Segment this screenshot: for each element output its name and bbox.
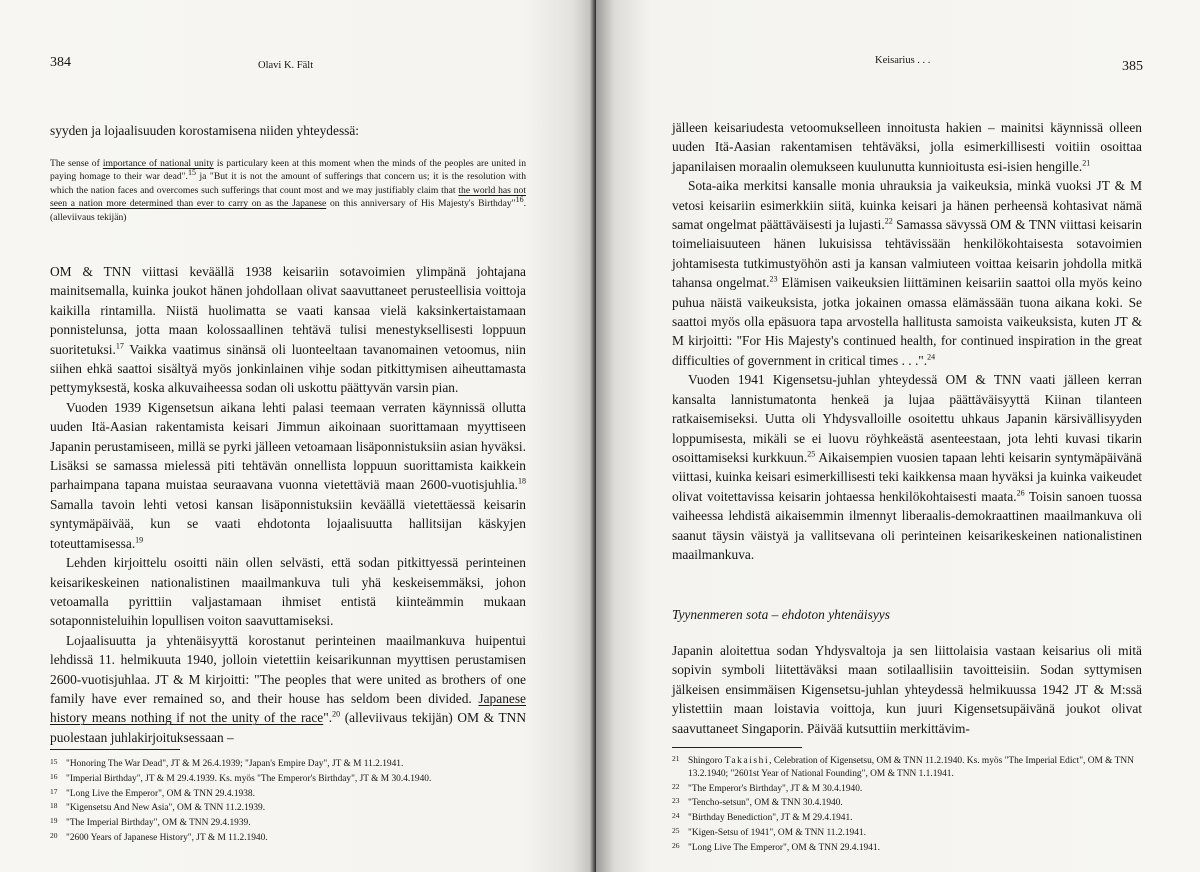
- running-head: Keisarius . . .: [875, 55, 931, 66]
- page-number: 384: [50, 55, 71, 70]
- spaced-surname: Takaishi: [724, 756, 770, 766]
- paragraph: Lojaalisuutta ja yhtenäisyyttä korostanut perinteinen maailmankuva huipentui lehdissä 11. helmikuuta 1940, jolloin vietettiin keisarikunnan myyttisen perustamisen 2600-vuotisjuhlaa. JT & M kirjoitti: "The peoples that were united as brothers of one family have ever remained so, and their house has seldom been divided. Japanese history means nothing if not the unity of the race".$^{20}$ (alleviivaus tekijän) OM & TNN puolestaan juhlakirjoituksessaan –: [50, 632, 526, 745]
- paragraph: jälleen keisariudesta vetoomukselleen innoitusta hakien – mainitsi käynnissä olleen uuden Itä-Aasian rakentamisen tehtäväksi, jolla esimerkillisesti voitiin osoittaa japanilaisen moraalin olemukseen kuulunutta kunnioitusta esi-isien hengille.$^{21}$: [672, 120, 1142, 174]
- footnote-ref: 17: [115, 341, 124, 351]
- footnote-ref: 19: [135, 535, 144, 545]
- footnote-ref: 15: [187, 168, 196, 178]
- footnote-ref: 22: [884, 216, 893, 226]
- footnote-ref: 23: [769, 274, 778, 284]
- main-text: [672, 118, 1142, 564]
- block-quote: The sense of importance of national unity is particulary keen at this moment when the minds of the peoples are united in paying homage to their war dead".$^{15}$ ja "But it is not the amount of sufferings that concern us; it is the resolution with which the nation faces and overcomes such sufferings that count most and we may justifiably claim that the world has not seen a nation more determined than ever to carry on as the Japanese on this anniversary of His Majesty's Birthday"$^{16}$. (alleviivaus tekijän): [50, 158, 527, 223]
- paragraph: Lehden kirjoittelu osoitti näin ollen selvästi, että sodan pitkittyessä perinteinen keisarikeskeinen nationalistinen maailmankuva tuli yhä keskeisemmäksi, johon vetoamalla pyrittiin valjastamaan ihmiset entistä kiinteämmin mukaan sotaponnisteluihin lopullisen voiton saavuttamiseksi.: [50, 555, 526, 629]
- paragraph: Japanin aloitettua sodan Yhdysvaltoja ja sen liittolaisia vastaan keisarius oli mitä sopivin symboli liitettäväksi maan sotilaallisiin tavoitteisiin. Sodan syttymisen jälkeisen ensimmäisen Kigensetsu-juhlan yhteydessä helmikuussa 1942 JT & M:ssä ylistettiin maan loistavia voittoja, kun juuri Kigensetsupäivänä joukot olivat saavuttaneet Singaporin. Päivää kutsuttiin merkittävim-: [672, 643, 1142, 736]
- footnote-rule: [50, 749, 180, 750]
- footnotes: [50, 756, 526, 845]
- section-heading: Tyynenmeren sota – ehdoton yhtenäisyys: [672, 607, 890, 622]
- footnote: 19 "The Imperial Birthday", OM & TNN 29.4.1939.: [50, 816, 251, 829]
- paragraph: Sota-aika merkitsi kansalle monia uhrauksia ja vaikeuksia, minkä vuoksi JT & M vetosi keisariin esimerkkiin siitä, kuinka keisari ja hänen perheensä kohtasivat nämä samat ongelmat päättäväisesti ja lujasti.$^{22}$ Samassa sävyssä OM & TNN viittasi keisarin toimeliaisuuteen hänen lukuisissa tehtävissään henkilökohtaisesta sotavoimien johtamisesta tutkimustyöhön asti ja kansan valmiuteen voittaa keisarin johdolla mitkä tahansa ongelmat.$^{23}$ Elämisen vaikeuksien liittäminen keisariin saattoi olla myös keino puhua näistä vaikeuksista, jotka jokainen omassa elämässään tuona aikana koki. Se saattoi myös olla epäsuora tapa arvostella hallitusta samoista vaikeuksista, kuten JT & M kirjoitti: "For His Majesty's continued health, for continued inspiration in the great difficulties of government in critical times . . .".$^{24}$: [672, 178, 1143, 368]
- underlined-phrase: the world has not seen a nation more determined than ever to carry on as the Japanese: [50, 184, 526, 210]
- footnote: 23 "Tencho-setsun", OM & TNN 30.4.1940.: [672, 796, 843, 809]
- paragraph: Vuoden 1941 Kigensetsu-juhlan yhteydessä OM & TNN vaati jälleen kerran kansalta lannistumatonta henkeä ja lujaa päättäväisyyttä Kiinan tilanteen ratkaisemiseksi. Uutta oli Yhdysvalloille osoitettu uhkaus Japanin kärsivällisyyden loppumisesta, mikäli se ei luovu röyhkeästä asenteestaan, jota lehti kuvasi tikarin osoittamiseksi kurkkuun.$^{25}$ Aikaisempien vuosien tapaan lehti keisarin syntymäpäivänä viittasi, kuinka keisari esimerkillisesti teki kaikkensa maan hyväksi ja kuinka vaikeudet olivat voitettavissa keisarin johtaessa henkilökohtaisesti maata.$^{26}$ Toisin sanoen tuossa vaiheessa lehdistä aikaisemmin ilmennyt liberaalis-demokraattinen maailmankuva oli saanut täysin väistyä ja vallitsevana oli perinteinen keisarikeskeinen nationalistinen maailmankuva.: [672, 372, 1143, 562]
- footnote-ref: 21: [1082, 158, 1091, 168]
- footnote: 17 "Long Live the Emperor", OM & TNN 29.4.1938.: [50, 786, 255, 799]
- footnote: 16 "Imperial Birthday", JT & M 29.4.1939. Ks. myös "The Emperor's Birthday", JT & M 30.4.1940.: [50, 771, 432, 784]
- footnote-ref: 20: [332, 709, 341, 719]
- footnote: 21 Shingoro Takaishi, Celebration of Kigensetsu, OM & TNN 11.2.1940. Ks. myös "The Imperial Edict", OM & TNN 13.2.1940; "2601st Year of National Founding", OM & TNN 1.1.1941.: [672, 754, 1134, 779]
- footnote-ref: 24: [927, 352, 936, 362]
- footnote-ref: 26: [1016, 488, 1025, 498]
- intro-line: syyden ja lojaalisuuden korostamisena niiden yhteydessä:: [50, 123, 360, 138]
- footnote: 26 "Long Live The Emperor", OM & TNN 29.4.1941.: [672, 840, 880, 853]
- footnote: 18 "Kigensetsu And New Asia", OM & TNN 11.2.1939.: [50, 801, 266, 814]
- right-page: [596, 0, 1200, 872]
- footnote-ref: 25: [807, 449, 816, 459]
- underlined-phrase: Japanese history means nothing if not the unity of the race: [50, 690, 526, 726]
- footnote-ref: 18: [518, 477, 526, 486]
- footnote-ref: 16: [515, 195, 524, 205]
- page-number: 385: [1122, 59, 1143, 74]
- paragraph: Vuoden 1939 Kigensetsun aikana lehti palasi teemaan verraten käynnissä ollutta uuden Itä-Aasian rakentamista keisari Jimmun aikoinaan suorittamaan myyttiseen Japanin perustamiseen, millä se pyrki jälleen vetoamaan lisäponnistuksiin asian hyväksi. Lisäksi se samassa mielessä piti tehtävän onnellista loppuun suorittamista kaikkein parhaimpana tapana muistaa seuraavana vuonna vietettäviä maan 2600-vuotisjuhlia.$^{18}$ Samalla tavoin lehti vetosi kansan lisäponnistuksiin keväällä vietettäessä keisarin syntymäpäivää, kun se vaati ehdotonta lojaalisuutta hallitsijan käskyjen toteuttamisessa.$^{19}$: [50, 399, 526, 551]
- section-text: [672, 641, 1142, 738]
- main-text: [50, 262, 526, 747]
- footnote-rule: [672, 747, 802, 748]
- footnotes: [672, 753, 1142, 855]
- footnote: 25 "Kigen-Setsu of 1941", OM & TNN 11.2.1941.: [672, 825, 866, 838]
- underlined-phrase: importance of national unity: [102, 158, 214, 169]
- footnote: 15 "Honoring The War Dead", JT & M 26.4.1939; "Japan's Empire Day", JT & M 11.2.1941.: [50, 757, 404, 769]
- left-page: [0, 0, 596, 872]
- footnote: 24 "Birthday Benediction", JT & M 29.4.1941.: [672, 811, 853, 824]
- footnote: 20 "2600 Years of Japanese History", JT & M 11.2.1940.: [50, 830, 268, 843]
- running-head: Olavi K. Fält: [258, 60, 314, 71]
- paragraph: OM & TNN viittasi keväällä 1938 keisariin sotavoimien ylimpänä johtajana mainitsemalla, kuinka joukot hänen johdollaan olivat saavuttaneet perusteellisia voittoja kaikilla rintamilla. Niistä huolimatta se vaati kansaa vielä kaksinkertaistamaan ponnistelunsa, jotta maan kolossaallinen tehtävä tulisi menestyksellisesti loppuun suoritetuksi.$^{17}$ Vaikka vaatimus sinänsä oli luonteeltaan tavanomainen vetoomus, niin siihen ehkä saattoi sisältyä myös jonkinlainen vihje sodan pitkittymisen aiheuttamasta pettymyksestä, koska alkuvaiheessa sodan oli uskottu päättyvän varsin pian.: [50, 264, 526, 396]
- footnote: 22 "The Emperor's Birthday", JT & M 30.4.1940.: [672, 781, 863, 794]
